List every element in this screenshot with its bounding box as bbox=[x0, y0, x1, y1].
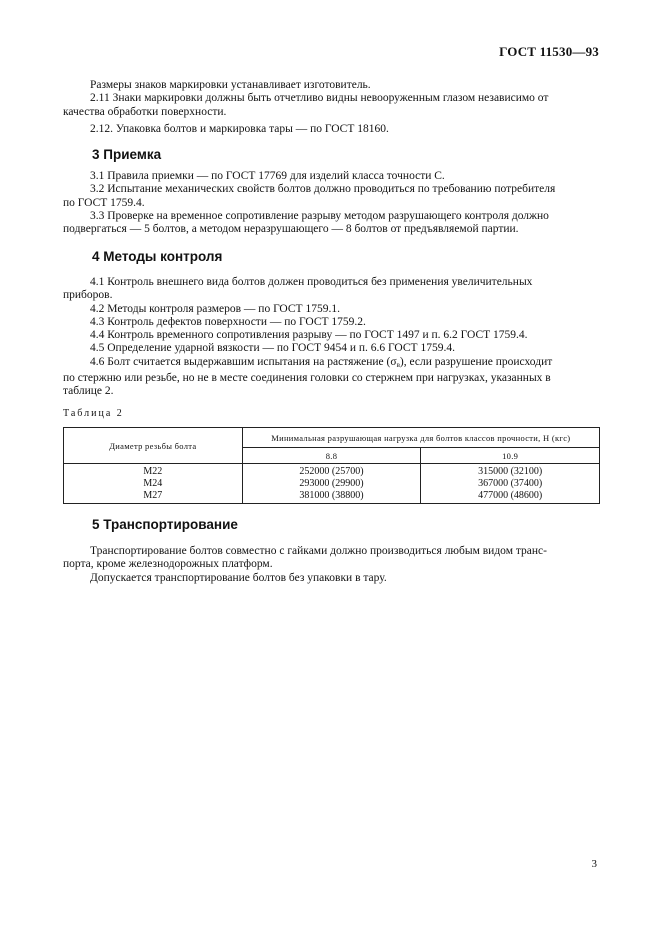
paragraph bbox=[90, 356, 600, 372]
paragraph: 3.3 Проверке на временное сопротивление разрыву методом разрушающего контроля должно bbox=[90, 209, 549, 222]
table-cell-loads-109 bbox=[421, 464, 600, 504]
paragraph: 2.11 Знаки маркировки должны быть отчетливо видны невооруженным глазом независимо от bbox=[90, 92, 549, 105]
page-number: 3 bbox=[591, 858, 597, 870]
paragraph: 4.3 Контроль дефектов поверхности — по ГОСТ 1759.2. bbox=[90, 315, 366, 328]
intro-block bbox=[63, 79, 600, 136]
section-heading: 5 Транспортирование bbox=[92, 517, 238, 532]
paragraph: Допускается транспортирование болтов без упаковки в тару. bbox=[90, 571, 387, 584]
table-value: М27 bbox=[143, 490, 163, 501]
paragraph: 3.2 Испытание механических свойств болтов должно проводиться по требованию потребителя bbox=[90, 183, 556, 196]
table-cell-loads-88 bbox=[242, 464, 421, 504]
table-value: 477000 (48600) bbox=[478, 490, 543, 501]
section-heading: 3 Приемка bbox=[92, 147, 162, 162]
table-value: 293000 (29900) bbox=[299, 478, 364, 489]
table-value: 252000 (25700) bbox=[299, 466, 364, 477]
section5-block bbox=[63, 545, 600, 585]
col-header-class-109: 10.9 bbox=[421, 448, 600, 464]
section3-block bbox=[63, 170, 600, 236]
col-header-diameter: Диаметр резьбы болта bbox=[64, 428, 243, 464]
paragraph: 4.2 Методы контроля размеров — по ГОСТ 1759.1. bbox=[90, 302, 340, 315]
section4-block bbox=[63, 276, 600, 399]
table-cell-diameters bbox=[64, 464, 243, 504]
paragraph: 3.1 Правила приемки — по ГОСТ 17769 для изделий класса точности С. bbox=[90, 170, 445, 182]
section-heading: 4 Методы контроля bbox=[92, 249, 223, 264]
paragraph: 4.5 Определение ударной вязкости — по ГОСТ 9454 и п. 6.6 ГОСТ 1759.4. bbox=[90, 342, 455, 355]
table-value: М22 bbox=[143, 466, 163, 477]
doc-code-header: ГОСТ 11530—93 bbox=[499, 44, 599, 59]
paragraph: 4.1 Контроль внешнего вида болтов должен проводиться без применения увеличительных bbox=[90, 276, 533, 288]
table-value: 367000 (37400) bbox=[478, 478, 543, 489]
table-value: 315000 (32100) bbox=[478, 466, 543, 477]
table-label: Таблица 2 bbox=[63, 408, 124, 419]
paragraph-part: ), если разрушение происходит bbox=[399, 355, 553, 368]
paragraph-continuation: приборов. bbox=[63, 289, 113, 302]
paragraph-continuation: таблице 2. bbox=[63, 385, 114, 398]
paragraph-continuation: по ГОСТ 1759.4. bbox=[63, 196, 145, 209]
col-header-class-88: 8.8 bbox=[242, 448, 421, 464]
paragraph-continuation: по стержню или резьбе, но не в месте соединения головки со стержнем при нагрузках, указанных в bbox=[63, 372, 551, 385]
paragraph-continuation: порта, кроме железнодорожных платформ. bbox=[63, 558, 273, 571]
paragraph-part: 4.6 Болт считается выдержавшим испытания на растяжение (σ bbox=[90, 355, 397, 368]
sigma-subscript: в bbox=[396, 360, 400, 369]
col-header-min-load: Минимальная разрушающая нагрузка для болтов классов прочности, Н (кгс) bbox=[242, 428, 599, 448]
paragraph: 4.4 Контроль временного сопротивления разрыву — по ГОСТ 1497 и п. 6.2 ГОСТ 1759.4. bbox=[90, 329, 528, 342]
paragraph: Транспортирование болтов совместно с гайками должно производиться любым видом транс- bbox=[90, 545, 547, 557]
paragraph-continuation: качества обработки поверхности. bbox=[63, 105, 227, 118]
paragraph: Размеры знаков маркировки устанавливает изготовитель. bbox=[90, 79, 371, 91]
table-value: М24 bbox=[143, 478, 163, 489]
paragraph: 2.12. Упаковка болтов и маркировка тары — по ГОСТ 18160. bbox=[90, 122, 389, 135]
table-2 bbox=[63, 427, 600, 504]
table-value: 381000 (38800) bbox=[299, 490, 364, 501]
paragraph-continuation: подвергаться — 5 болтов, а методом неразрушающего — 8 болтов от предъявляемой партии. bbox=[63, 223, 519, 236]
